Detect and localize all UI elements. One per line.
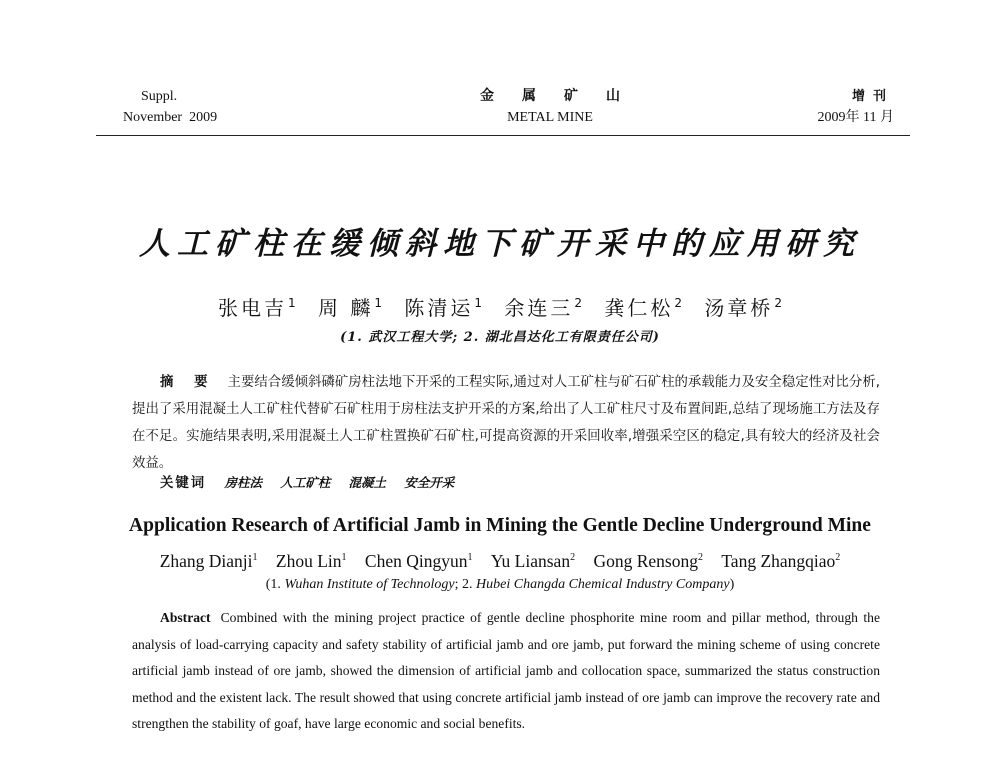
keyword-cn: 混凝土 (348, 475, 387, 490)
author-cn: 张电吉$^1$ (218, 296, 296, 320)
abstract-cn (132, 369, 880, 477)
author-en: Chen Qingyun$^1$ (364, 551, 473, 571)
author-cn: 周 麟$^1$ (318, 296, 382, 320)
author-en: Gong Rensong$^2$ (593, 551, 703, 571)
paper-title-cn: 人工矿柱在缓倾斜地下矿开采中的应用研究 (139, 226, 861, 262)
keywords-cn (160, 472, 468, 491)
paper-title-en: Application Research of Artificial Jamb in Mining the Gentle Decline Underground Mine (129, 515, 871, 536)
keyword-cn: 安全开采 (404, 475, 455, 490)
authors-en (100, 551, 900, 572)
author-cn: 余连三$^2$ (504, 296, 582, 320)
abstract-cn-text: 主要结合缓倾斜磷矿房柱法地下开采的工程实际,通过对人工矿柱与矿石矿柱的承载能力及安全稳定性对比分析,提出了采用混凝土人工矿柱代替矿石矿柱用于房柱法支护开采的方案,给出了人工矿柱尺寸及布置间距,总结了现场施工方法及存在不足。实施结果表明,采用混凝土人工矿柱置换矿石矿柱,可提高资源的开采回收率,增强采空区的稳定,具有较大的经济及社会效益。 (132, 375, 880, 471)
header-suppl: Suppl. (141, 89, 178, 104)
abstract-cn-label: 摘 要 (160, 375, 216, 390)
author-cn: 龚仁松$^2$ (604, 296, 682, 320)
abstract-en (132, 605, 880, 738)
author-en: Zhou Lin$^1$ (275, 551, 347, 571)
affiliation-en: (1. Wuhan Institute of Technology; 2. Hubei Changda Chemical Industry Company) (265, 577, 735, 592)
author-en: Zhang Dianji$^1$ (159, 551, 258, 571)
header-supplement-cn: 增刊 (851, 89, 894, 104)
abstract-en-label: Abstract (160, 610, 211, 625)
keywords-cn-label: 关键词 (160, 476, 207, 491)
header-date-en: November 2009 (123, 110, 218, 125)
journal-name-en: METAL MINE (507, 110, 593, 125)
authors-cn (100, 292, 900, 321)
header-left (123, 86, 217, 128)
author-cn: 陈清运$^1$ (404, 296, 482, 320)
abstract-en-text: Combined with the mining project practice of gentle decline phosphorite mine room and pillar method, through the analysis of load-carrying capacity and safety stability of artificial jamb and ore jamb, put forward the mining scheme of using concrete artificial jamb instead of ore jamb, showed the dimension of artificial jamb and collocation space, summarized the status construction method and the existent lack. The result showed that using concrete artificial jamb instead of ore jamb can improve the recovery rate and strengthen the stability of goaf, have large economic and social benefits. (132, 610, 880, 731)
author-en: Yu Liansan$^2$ (490, 551, 576, 571)
header-rule (96, 135, 910, 136)
keyword-cn: 房柱法 (224, 475, 262, 490)
header-date-cn: 2009年 11 月 (817, 110, 894, 125)
affiliation-cn: (1. 武汉工程大学; 2. 湖北昌达化工有限责任公司) (340, 330, 660, 345)
header-journal (380, 86, 720, 128)
author-cn: 汤章桥$^2$ (704, 296, 782, 320)
header-right (818, 86, 894, 128)
author-en: Tang Zhangqiao$^2$ (721, 551, 841, 571)
journal-name-cn: 金属矿山 (480, 88, 648, 104)
keyword-cn: 人工矿柱 (280, 475, 331, 490)
